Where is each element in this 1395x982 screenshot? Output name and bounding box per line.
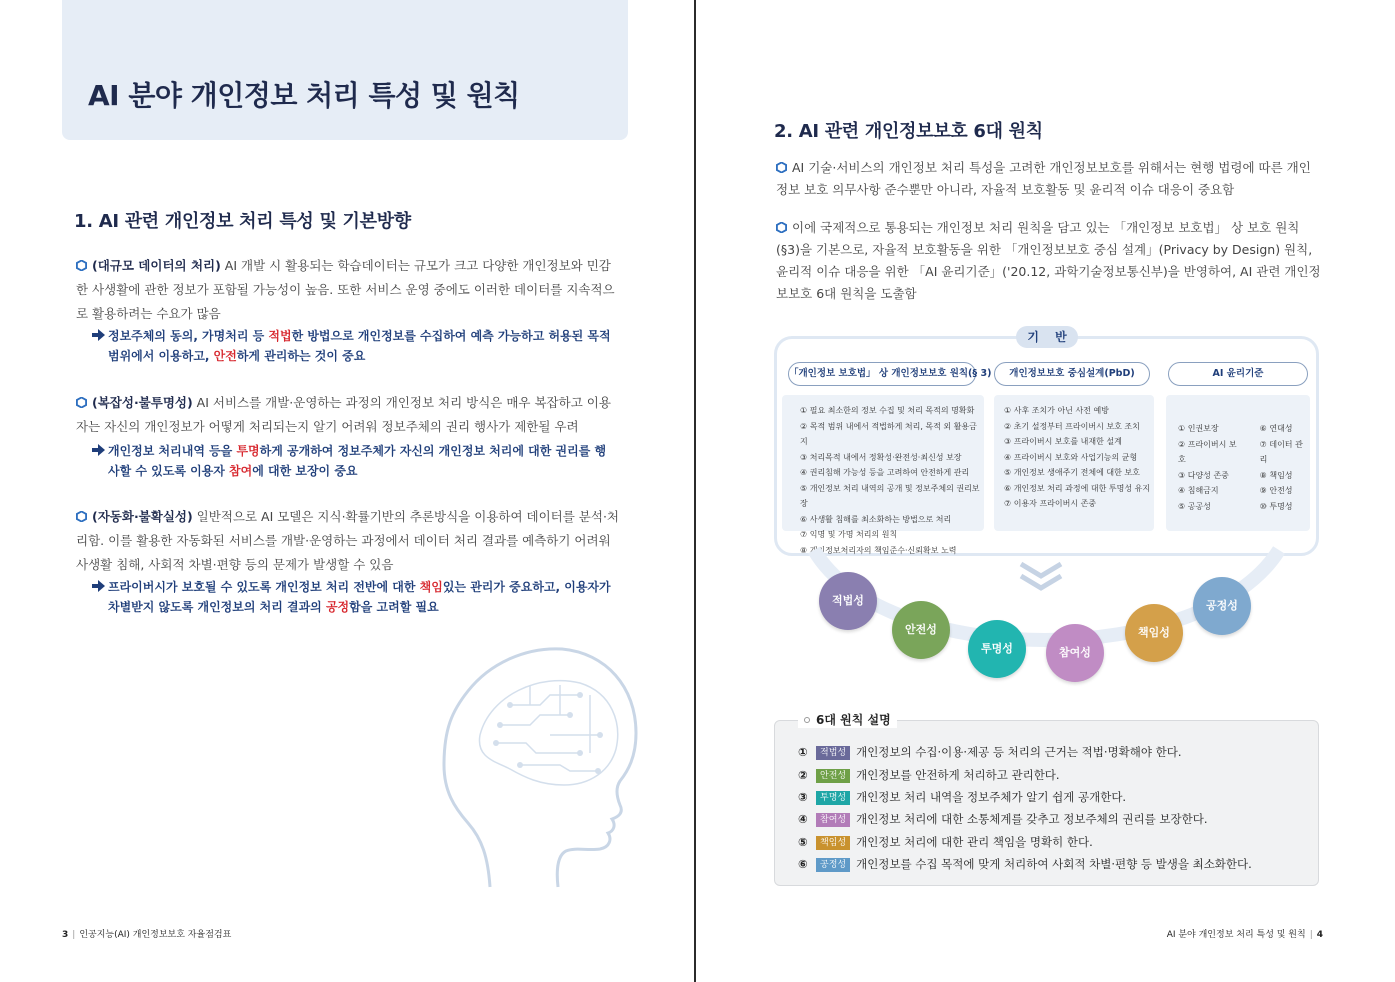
paragraph: AI 기술·서비스의 개인정보 처리 특성을 고려한 개인정보보호를 위해서는 현행 법령에 따른 개인정보 보호 의무사항 준수뿐만 아니라, 자율적 보호활동 및 윤리적 이슈 대응이 중요함 (776, 160, 1311, 197)
sub-point: 개인정보 처리내역 등을 투명하게 공개하여 정보주체가 자신의 개인정보 처리에 대한 권리를 행사할 수 있도록 이용자 참여에 대한 보장이 중요 (92, 441, 612, 481)
column-privacy-act: ① 필요 최소한의 정보 수집 및 처리 목적의 명확화 ② 목적 범위 내에서 적법하게 처리, 목적 외 활용금지 ③ 처리목적 내에서 정확성·완전성·최신성 보장 ④ 권리침해 가능성 등을 고려하여 안전하게 관리 ⑤ 개인정보 처리 내역의 공개 및 정보주체의 권리보장 ⑥ 사생활 침해를 최소화하는 방법으로 처리 ⑦ 익명 및 가명 처리의 원칙 ⑧ 개인정보처리자의 책임준수·신뢰확보 노력 (782, 395, 984, 531)
chevron-down-icon (1016, 560, 1066, 592)
arrow-right-icon (92, 329, 105, 341)
principle-transparency: 투명성 (968, 620, 1026, 678)
left-page (0, 0, 694, 982)
description-row: ⑤ 책임성 개인정보 처리에 대한 관리 책임을 명확히 한다. (798, 835, 1093, 849)
principle-lawfulness: 적법성 (819, 572, 877, 630)
principle-fairness: 공정성 (1193, 577, 1251, 635)
column-header-privacy-act: 「개인정보 보호법」 상 개인정보보호 원칙(§ 3) (788, 362, 976, 386)
right-page (698, 0, 1395, 982)
hexagon-bullet-icon (776, 162, 787, 173)
list-item (76, 391, 621, 439)
arrow-right-icon (92, 580, 105, 592)
section-title: 1. AI 관련 개인정보 처리 특성 및 기본방향 (74, 211, 411, 232)
hexagon-bullet-icon (76, 511, 87, 522)
hexagon-bullet-icon (76, 397, 87, 408)
description-row: ① 적법성 개인정보의 수집·이용·제공 등 처리의 근거는 적법·명확해야 한다. (798, 745, 1182, 759)
item-lead: (복잡성·불투명성) (92, 395, 193, 410)
item-text: AI 서비스를 개발·운영하는 과정의 개인정보 처리 방식은 매우 복잡하고 이용자는 자신의 개인정보가 어떻게 처리되는지 알기 어려워 정보주체의 권리 행사가 제한될 우려 (76, 395, 611, 434)
list-item (76, 505, 621, 577)
hexagon-bullet-icon (76, 260, 87, 271)
description-row: ⑥ 공정성 개인정보를 수집 목적에 맞게 처리하여 사회적 차별·편향 등 발생을 최소화한다. (798, 857, 1252, 871)
description-row: ④ 참여성 개인정보 처리에 대한 소통체계를 갖추고 정보주체의 권리를 보장한다. (798, 812, 1208, 826)
column-header-ai-ethics: AI 윤리기준 (1168, 362, 1308, 386)
hexagon-bullet-icon (776, 222, 787, 233)
item-lead: (대규모 데이터의 처리) (92, 258, 221, 273)
item-text: 일반적으로 AI 모델은 지식·확률기반의 추론방식을 이용하여 데이터를 분석·처리함. 이를 활용한 자동화된 서비스를 개발·운영하는 과정에서 데이터 처리 결과를 예측하기 어려워 사생활 침해, 사회적 차별·편향 등의 문제가 발생할 수 있음 (76, 509, 620, 572)
ai-head-illustration (430, 625, 640, 890)
page-title: AI 분야 개인정보 처리 특성 및 원칙 (88, 79, 520, 112)
item-text: AI 개발 시 활용되는 학습데이터는 규모가 크고 다양한 개인정보와 민감한 사생활에 관한 정보가 포함될 가능성이 높음. 또한 서비스 운영 중에도 이러한 데이터를 지속적으로 활용하려는 수요가 많음 (76, 258, 615, 321)
column-header-pbd: 개인정보보호 중심설계(PbD) (994, 362, 1150, 386)
title-banner (62, 0, 628, 140)
page-footer: 3 | 인공지능(AI) 개인정보보호 자율점검표 (62, 930, 232, 940)
page-footer: AI 분야 개인정보 처리 특성 및 원칙 | 4 (1166, 930, 1323, 940)
arrow-right-icon (92, 444, 105, 456)
principle-safety: 안전성 (892, 601, 950, 659)
description-title: 6대 원칙 설명 (798, 711, 897, 728)
section-title: 2. AI 관련 개인정보보호 6대 원칙 (774, 121, 1043, 142)
paragraph: 이에 국제적으로 통용되는 개인정보 처리 원칙을 담고 있는 「개인정보 보호법」 상 보호 원칙(§3)을 기본으로, 자율적 보호활동을 위한 「개인정보보호 중심 설계」(Privacy by Design) 원칙, 윤리적 이슈 대응을 위한 「AI 윤리기준」('20.12, 과학기술정보통신부)을 반영하여, AI 관련 개인정보보호 6대 원칙을 도출함 (776, 220, 1321, 301)
item-lead: (자동화·불확실성) (92, 509, 193, 524)
description-row: ③ 투명성 개인정보 처리 내역을 정보주체가 알기 쉽게 공개한다. (798, 790, 1127, 804)
sub-point: 프라이버시가 보호될 수 있도록 개인정보 처리 전반에 대한 책임있는 관리가 중요하고, 이용자가 차별받지 않도록 개인정보의 처리 결과의 공정함을 고려할 필요 (92, 577, 612, 617)
circle-bullet-icon (804, 717, 810, 723)
principle-responsibility: 책임성 (1125, 604, 1183, 662)
foundation-tag: 기 반 (1016, 326, 1078, 348)
page-spine (694, 0, 696, 982)
description-row: ② 안전성 개인정보를 안전하게 처리하고 관리한다. (798, 768, 1060, 782)
list-item (76, 254, 621, 326)
sub-point: 정보주체의 동의, 가명처리 등 적법한 방법으로 개인정보를 수집하여 예측 가능하고 허용된 목적 범위에서 이용하고, 안전하게 관리하는 것이 중요 (92, 326, 612, 366)
principle-participation: 참여성 (1046, 624, 1104, 682)
column-pbd: ① 사후 조치가 아닌 사전 예방 ② 초기 설정부터 프라이버시 보호 조치 ③ 프라이버시 보호를 내재한 설계 ④ 프라이버시 보호와 사업기능의 균형 ⑤ 개인정보 생애주기 전체에 대한 보호 ⑥ 개인정보 처리 과정에 대한 투명성 유지 ⑦ 이용자 프라이버시 존중 (994, 395, 1154, 531)
column-ai-ethics: ① 인권보장 ② 프라이버시 보호 ③ 다양성 존중 ④ 침해금지 ⑤ 공공성 ⑥ 연대성 ⑦ 데이터 관리 ⑧ 책임성 ⑨ 안전성 ⑩ 투명성 (1166, 395, 1310, 531)
